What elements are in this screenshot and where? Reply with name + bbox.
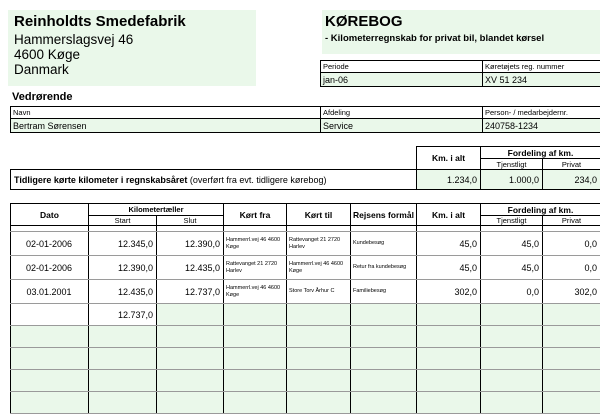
header-date: Dato bbox=[11, 204, 89, 226]
company-name: Reinholdts Smedefabrik bbox=[14, 13, 186, 30]
row-from[interactable] bbox=[224, 304, 287, 326]
row-date[interactable]: 02-01-2006 bbox=[11, 256, 89, 280]
row-from[interactable]: Hammerrl.vej 46 4600 Køge bbox=[224, 280, 287, 304]
row-end[interactable]: 12.390,0 bbox=[157, 232, 224, 256]
company-country: Danmark bbox=[14, 62, 69, 77]
row-purpose[interactable]: Familiebesøg bbox=[351, 280, 417, 304]
dept-label: Afdeling bbox=[321, 107, 483, 119]
row-from[interactable]: Rattevanget 21 2720 Harlev bbox=[224, 256, 287, 280]
id-label: Person- / medarbejdernr. bbox=[483, 107, 600, 119]
row-end[interactable] bbox=[157, 304, 224, 326]
concerning-table bbox=[10, 106, 600, 133]
name-label: Navn bbox=[11, 107, 321, 119]
prev-private-header: Privat bbox=[543, 159, 600, 170]
prev-business-header: Tjenstligt bbox=[481, 159, 543, 170]
row-end[interactable]: 12.435,0 bbox=[157, 256, 224, 280]
prev-private[interactable]: 234,0 bbox=[543, 170, 600, 190]
table-row bbox=[11, 304, 600, 326]
row-from[interactable]: Hammerrl.vej 46 4600 Køge bbox=[224, 232, 287, 256]
header-end: Slut bbox=[157, 216, 224, 226]
document-subtitle: - Kilometerregnskab for privat bil, blandet kørsel bbox=[325, 33, 544, 44]
header-business: Tjenstligt bbox=[481, 216, 543, 226]
row-end[interactable]: 12.737,0 bbox=[157, 280, 224, 304]
dept-value[interactable]: Service bbox=[321, 119, 483, 133]
row-business[interactable]: 45,0 bbox=[481, 256, 543, 280]
prev-km-label: Tidligere kørte kilometer i regnskabsåret bbox=[14, 175, 187, 185]
row-date[interactable] bbox=[11, 304, 89, 326]
row-to[interactable] bbox=[287, 304, 351, 326]
prev-distribution-header: Fordeling af km. bbox=[481, 147, 600, 159]
table-row bbox=[11, 370, 600, 392]
header-private: Privat bbox=[543, 216, 600, 226]
vehicle-label: Køretøjets reg. nummer bbox=[483, 61, 600, 73]
vehicle-value[interactable]: XV 51 234 bbox=[483, 73, 600, 87]
concerning-heading: Vedrørende bbox=[12, 91, 73, 103]
row-start[interactable]: 12.345,0 bbox=[89, 232, 157, 256]
header-from: Kørt fra bbox=[224, 204, 287, 226]
header-start: Start bbox=[89, 216, 157, 226]
row-to[interactable]: Store Torv Århur C bbox=[287, 280, 351, 304]
header-km-total: Km. i alt bbox=[417, 204, 481, 226]
row-private[interactable]: 0,0 bbox=[543, 232, 600, 256]
document-title: KØREBOG bbox=[325, 13, 403, 30]
prev-km-note: (overført fra evt. tidligere kørebog) bbox=[187, 175, 326, 185]
prev-km-label-cell bbox=[11, 170, 417, 190]
prev-business[interactable]: 1.000,0 bbox=[481, 170, 543, 190]
header-odometer: Kilometertæller bbox=[89, 204, 224, 216]
row-km[interactable]: 302,0 bbox=[417, 280, 481, 304]
previous-km-table bbox=[10, 146, 600, 190]
row-private[interactable]: 302,0 bbox=[543, 280, 600, 304]
row-date[interactable]: 02-01-2006 bbox=[11, 232, 89, 256]
name-value[interactable]: Bertram Sørensen bbox=[11, 119, 321, 133]
row-start[interactable]: 12.390,0 bbox=[89, 256, 157, 280]
company-block bbox=[8, 10, 256, 86]
row-purpose[interactable] bbox=[351, 304, 417, 326]
row-start[interactable]: 12.435,0 bbox=[89, 280, 157, 304]
row-km[interactable] bbox=[417, 304, 481, 326]
row-business[interactable]: 45,0 bbox=[481, 232, 543, 256]
header-purpose: Rejsens formål bbox=[351, 204, 417, 226]
log-header-row bbox=[11, 204, 600, 216]
row-km[interactable]: 45,0 bbox=[417, 256, 481, 280]
period-value[interactable]: jan-06 bbox=[321, 73, 483, 87]
row-to[interactable]: Hammerrl.vej 46 4600 Køge bbox=[287, 256, 351, 280]
row-business[interactable]: 0,0 bbox=[481, 280, 543, 304]
header-distribution: Fordeling af km. bbox=[481, 204, 600, 216]
table-row bbox=[11, 326, 600, 348]
id-value[interactable]: 240758-1234 bbox=[483, 119, 600, 133]
table-row bbox=[11, 280, 600, 304]
header-to: Kørt til bbox=[287, 204, 351, 226]
row-to[interactable]: Rattevanget 21 2720 Harlev bbox=[287, 232, 351, 256]
period-vehicle-table bbox=[320, 60, 600, 87]
row-private[interactable] bbox=[543, 304, 600, 326]
row-business[interactable] bbox=[481, 304, 543, 326]
prev-km-total-header: Km. i alt bbox=[417, 147, 481, 170]
table-row bbox=[11, 256, 600, 280]
row-km[interactable]: 45,0 bbox=[417, 232, 481, 256]
document-title-block bbox=[322, 10, 600, 54]
row-start[interactable]: 12.737,0 bbox=[89, 304, 157, 326]
table-row bbox=[11, 348, 600, 370]
company-address: Hammerslagsvej 46 bbox=[14, 32, 133, 47]
row-purpose[interactable]: Retur fra kundebesøg bbox=[351, 256, 417, 280]
prev-km-total[interactable]: 1.234,0 bbox=[417, 170, 481, 190]
row-private[interactable]: 0,0 bbox=[543, 256, 600, 280]
table-row bbox=[11, 232, 600, 256]
period-label: Periode bbox=[321, 61, 483, 73]
row-date[interactable]: 03.01.2001 bbox=[11, 280, 89, 304]
row-purpose[interactable]: Kundebesøg bbox=[351, 232, 417, 256]
table-row bbox=[11, 392, 600, 414]
log-table bbox=[10, 203, 600, 414]
company-city: 4600 Køge bbox=[14, 47, 80, 62]
